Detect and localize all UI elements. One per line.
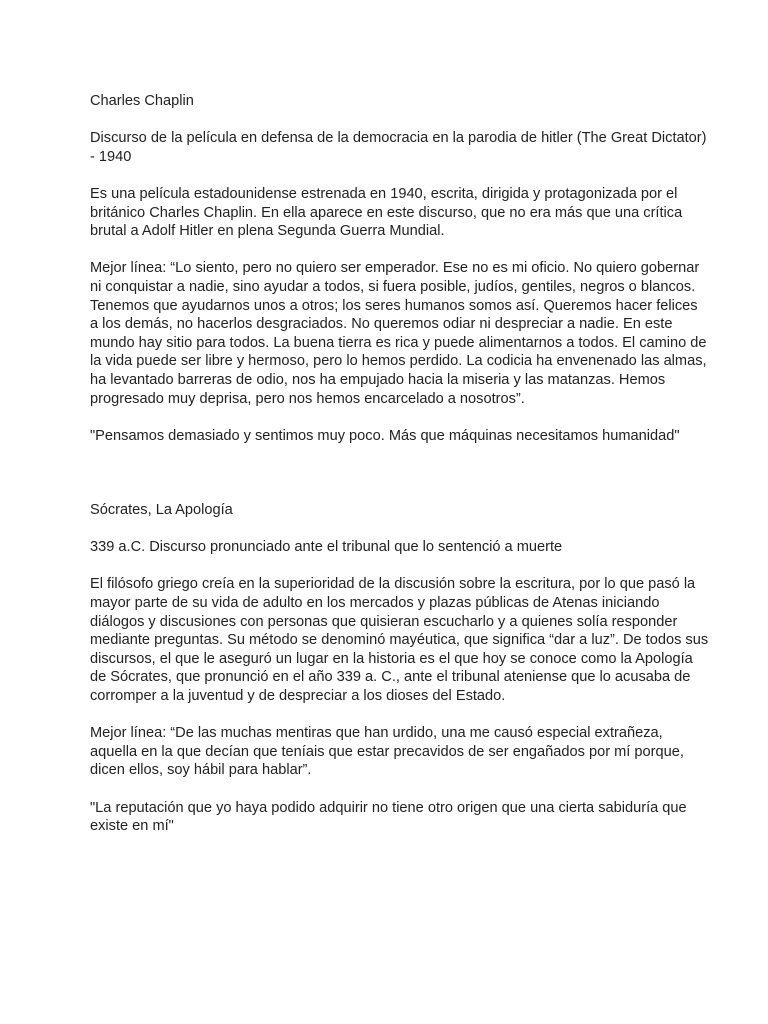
section-1-description-line: Es una película estadounidense estrenada en 1940, escrita, dirigida y protagonizada por el bbox=[90, 185, 678, 202]
section-2-description-line: mediante preguntas. Su método se denominó mayéutica, que significa “dar a luz”. De todos sus bbox=[90, 632, 709, 649]
section-2-subtitle bbox=[90, 538, 690, 557]
section-1-best-line-line: ni conquistar a nadie, sino ayudar a todos, si fuera posible, judíos, gentiles, negros o blancos. bbox=[90, 278, 696, 295]
section-1-quote bbox=[90, 427, 690, 446]
section-2-title bbox=[90, 501, 690, 520]
section-1-best-line-line: mundo hay sitio para todos. La buena tierra es rica y puede alimentarnos a todos. El camino de bbox=[90, 334, 707, 351]
section-2-subtitle-line: 339 a.C. Discurso pronunciado ante el tribunal que lo sentenció a muerte bbox=[90, 539, 563, 556]
section-2-best-line bbox=[90, 724, 690, 780]
section-1-subtitle bbox=[90, 129, 707, 166]
section-1-description-line: brutal a Adolf Hitler en plena Segunda Guerra Mundial. bbox=[90, 223, 445, 240]
section-1-best-line-line: ha levantado barreras de odio, nos ha empujado hacia la miseria y las matanzas. Hemos bbox=[90, 371, 666, 388]
section-2-best-line-line: Mejor línea: “De las muchas mentiras que han urdido, una me causó especial extrañeza, bbox=[90, 725, 663, 742]
section-1-title-text: Charles Chaplin bbox=[90, 93, 194, 109]
section-2-quote-line: existe en mí" bbox=[90, 818, 174, 835]
document-page bbox=[90, 92, 709, 854]
section-spacer bbox=[90, 464, 690, 501]
section-2-description-line: discursos, el que le aseguró un lugar en la historia es el que hoy se conoce como la Apología bbox=[90, 650, 693, 667]
section-1-best-line-line: progresado muy deprisa, pero nos hemos encarcelado a nosotros”. bbox=[90, 390, 525, 407]
section-1-best-line-line: a los demás, no hacerlos desgraciados. No queremos odiar ni despreciar a nadie. En este bbox=[90, 316, 673, 333]
section-1-quote-line: "Pensamos demasiado y sentimos muy poco. Más que máquinas necesitamos humanidad" bbox=[90, 427, 680, 444]
section-1-subtitle-line: - 1940 bbox=[90, 148, 132, 165]
section-1-description bbox=[90, 185, 690, 241]
section-2-description-line: El filósofo griego creía en la superioridad de la discusión sobre la escritura, por lo que pasó la bbox=[90, 576, 696, 593]
section-1-subtitle-line: Discurso de la película en defensa de la democracia en la parodia de hitler (The Great Dictator) bbox=[90, 130, 707, 147]
section-2-quote bbox=[90, 799, 690, 836]
section-1-best-line-line: Tenemos que ayudarnos unos a otros; los seres humanos somos así. Queremos hacer felices bbox=[90, 297, 698, 314]
section-1-description-line: británico Charles Chaplin. En ella aparece en este discurso, que no era más que una crítica bbox=[90, 204, 683, 221]
section-1-best-line bbox=[90, 259, 707, 408]
section-2-quote-line: "La reputación que yo haya podido adquirir no tiene otro origen que una cierta sabiduría que bbox=[90, 799, 687, 816]
section-2-description-line: diálogos y discusiones con personas que quisieran escucharlo y a quienes solía responder bbox=[90, 613, 678, 630]
section-2-best-line-line: aquella en la que decían que teníais que estar precavidos de ser engañados por mí porque, bbox=[90, 743, 684, 760]
section-1-best-line-line: la vida puede ser libre y hermoso, pero lo hemos perdido. La codicia ha envenenado las almas, bbox=[90, 353, 707, 370]
section-2-title-text: Sócrates, La Apología bbox=[90, 502, 233, 519]
section-1-title bbox=[90, 92, 690, 111]
section-1-best-line-line: Mejor línea: “Lo siento, pero no quiero ser emperador. Ese no es mi oficio. No quiero gobernar bbox=[90, 260, 700, 277]
section-2-description-line: corromper a la juventud y de despreciar a los dioses del Estado. bbox=[90, 688, 506, 704]
section-2-description-line: mayor parte de su vida de adulto en los mercados y plazas públicas de Atenas iniciando bbox=[90, 595, 660, 612]
section-2-description-line: de Sócrates, que pronunció en el año 339 a. C., ante el tribunal ateniense que lo acusaba de bbox=[90, 669, 691, 686]
section-2-description bbox=[90, 575, 709, 705]
section-2-best-line-line: dicen ellos, soy hábil para hablar”. bbox=[90, 762, 312, 779]
